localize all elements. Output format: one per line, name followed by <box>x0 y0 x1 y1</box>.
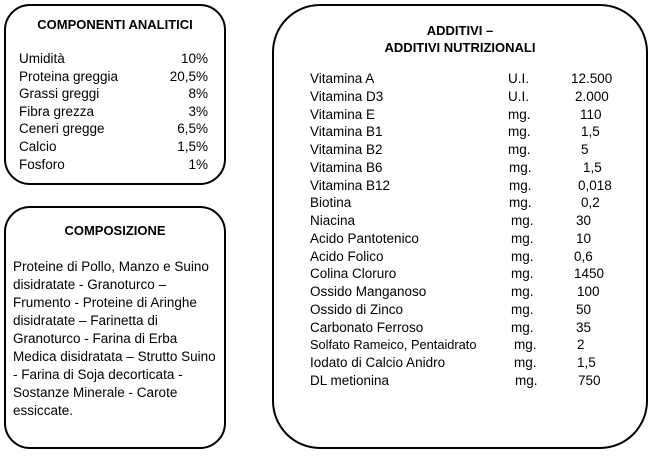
additivi-row-unit: mg. <box>511 301 534 317</box>
additivi-row-value: 110 <box>580 106 602 122</box>
componenti-row-name: Fibra grezza <box>19 103 95 119</box>
componenti-row-value: 1,5% <box>177 139 208 154</box>
componenti-row-value: 6,5% <box>177 121 208 137</box>
additivi-row-value: 0,6 <box>574 248 593 264</box>
additivi-row <box>274 354 646 371</box>
additivi-row-name: Ossido di Zinco <box>310 301 404 317</box>
additivi-row-value: 12.500 <box>571 71 613 86</box>
additivi-row-name: Niacina <box>310 213 356 228</box>
additivi-row-value: 35 <box>576 319 592 335</box>
additivi-row <box>274 372 646 389</box>
additivi-row-name: Solfato Rameico, Pentaidrato <box>310 337 477 353</box>
additivi-row-name: Ossido Manganoso <box>310 284 427 299</box>
additivi-row <box>274 106 646 123</box>
additivi-row-unit: mg. <box>508 106 531 122</box>
additivi-row-name: Vitamina A <box>310 71 375 86</box>
additivi-row <box>274 319 646 336</box>
additivi-row <box>274 301 646 318</box>
additivi-row-value: 0,2 <box>581 195 600 211</box>
additivi-row-unit: mg. <box>511 248 534 264</box>
composizione-title: COMPOSIZIONE <box>64 223 166 238</box>
additivi-row-unit: mg. <box>514 337 537 353</box>
additivi-row <box>274 70 646 87</box>
additivi-row-name: Acido Pantotenico <box>310 230 419 246</box>
additivi-row-unit: mg. <box>508 142 531 157</box>
additivi-row-unit: mg. <box>511 230 534 246</box>
componenti-row-value: 10% <box>180 51 208 66</box>
composizione-text: Proteine di Pollo, Manzo e Suino disidratate - Granoturco – Frumento - Proteine di Aringhe disidratate – Farinetta di Granoturco - Farina di Erba Medica disidratata – Strutto Suino - Farina di Soja decorticata - Sostanze Minerale - Carote essiccate. <box>13 259 216 418</box>
additivi-row-value: 1,5 <box>581 124 600 140</box>
componenti-row-name: Grassi greggi <box>19 86 100 102</box>
additivi-row-unit: mg. <box>511 266 534 282</box>
componenti-row-name: Fosforo <box>19 156 65 172</box>
additivi-row <box>274 248 646 265</box>
additivi-row-unit: mg. <box>514 355 537 370</box>
additivi-row-value: 2.000 <box>575 88 609 104</box>
componenti-row-value: 8% <box>188 86 208 102</box>
additivi-row-name: Colina Cloruro <box>310 266 397 282</box>
componenti-row <box>6 120 224 137</box>
composizione-box <box>4 206 226 449</box>
additivi-row <box>274 265 646 282</box>
additivi-row-unit: U.I. <box>508 71 530 86</box>
additivi-row-value: 1,5 <box>583 159 602 175</box>
additivi-row-unit: mg. <box>509 195 532 211</box>
additivi-row <box>274 283 646 300</box>
additivi-title-line1: ADDITIVI – <box>426 23 494 38</box>
additivi-row-unit: mg. <box>508 124 531 140</box>
componenti-row-name: Ceneri gregge <box>19 121 105 137</box>
additivi-row-name: Vitamina B2 <box>310 142 383 157</box>
additivi-row-name: Acido Folico <box>310 248 384 264</box>
additivi-row-value: 100 <box>577 284 600 299</box>
additivi-row-unit: mg. <box>511 319 534 335</box>
additivi-row-value: 50 <box>576 301 592 317</box>
componenti-row-value: 20,5% <box>169 68 208 84</box>
additivi-row-value: 5 <box>581 142 589 157</box>
additivi-row-unit: mg. <box>509 159 532 175</box>
additivi-row-value: 750 <box>578 372 601 388</box>
additivi-title-line2: ADDITIVI NUTRIZIONALI <box>384 40 536 55</box>
componenti-analitici-title: COMPONENTI ANALITICI <box>37 17 193 32</box>
componenti-row <box>6 50 224 67</box>
additivi-row-value: 2 <box>577 337 585 353</box>
additivi-row-unit: mg. <box>509 177 532 193</box>
additivi-row-name: Carbonato Ferroso <box>310 319 424 335</box>
additivi-row-unit: mg. <box>511 284 534 299</box>
componenti-row-value: 1% <box>188 156 208 172</box>
componenti-row-value: 3% <box>188 103 208 119</box>
componenti-row-name: Calcio <box>19 139 57 154</box>
additivi-row-name: Biotina <box>310 195 352 211</box>
additivi-row <box>274 88 646 105</box>
additivi-row-value: 10 <box>576 230 592 246</box>
componenti-row <box>6 103 224 120</box>
additivi-title <box>274 22 646 56</box>
additivi-row-unit: U.I. <box>508 88 530 104</box>
additivi-row <box>274 123 646 140</box>
componenti-row <box>6 85 224 102</box>
additivi-row-name: Vitamina B6 <box>310 159 383 175</box>
additivi-row-name: Iodato di Calcio Anidro <box>310 355 446 370</box>
additivi-row <box>274 141 646 158</box>
additivi-row <box>274 212 646 229</box>
additivi-row-value: 30 <box>576 213 592 228</box>
additivi-row <box>274 336 646 353</box>
additivi-row-name: Vitamina D3 <box>310 88 384 104</box>
additivi-row-unit: mg. <box>511 213 534 228</box>
additivi-box <box>272 4 648 449</box>
componenti-analitici-box <box>4 4 226 185</box>
componenti-row-name: Umidità <box>19 51 65 66</box>
additivi-row-name: Vitamina B12 <box>310 177 391 193</box>
additivi-row-name: Vitamina E <box>310 106 376 122</box>
additivi-row-unit: mg. <box>515 372 538 388</box>
additivi-row-value: 0,018 <box>578 177 612 193</box>
additivi-row <box>274 159 646 176</box>
componenti-row-name: Proteina greggia <box>19 68 119 84</box>
additivi-row-name: DL metionina <box>310 372 390 388</box>
additivi-row <box>274 177 646 194</box>
componenti-row <box>6 68 224 85</box>
additivi-row-value: 1450 <box>574 266 605 282</box>
additivi-row-value: 1,5 <box>577 355 596 370</box>
componenti-row <box>6 138 224 155</box>
additivi-row <box>274 230 646 247</box>
additivi-row-name: Vitamina B1 <box>310 124 383 140</box>
additivi-row <box>274 194 646 211</box>
componenti-row <box>6 156 224 173</box>
